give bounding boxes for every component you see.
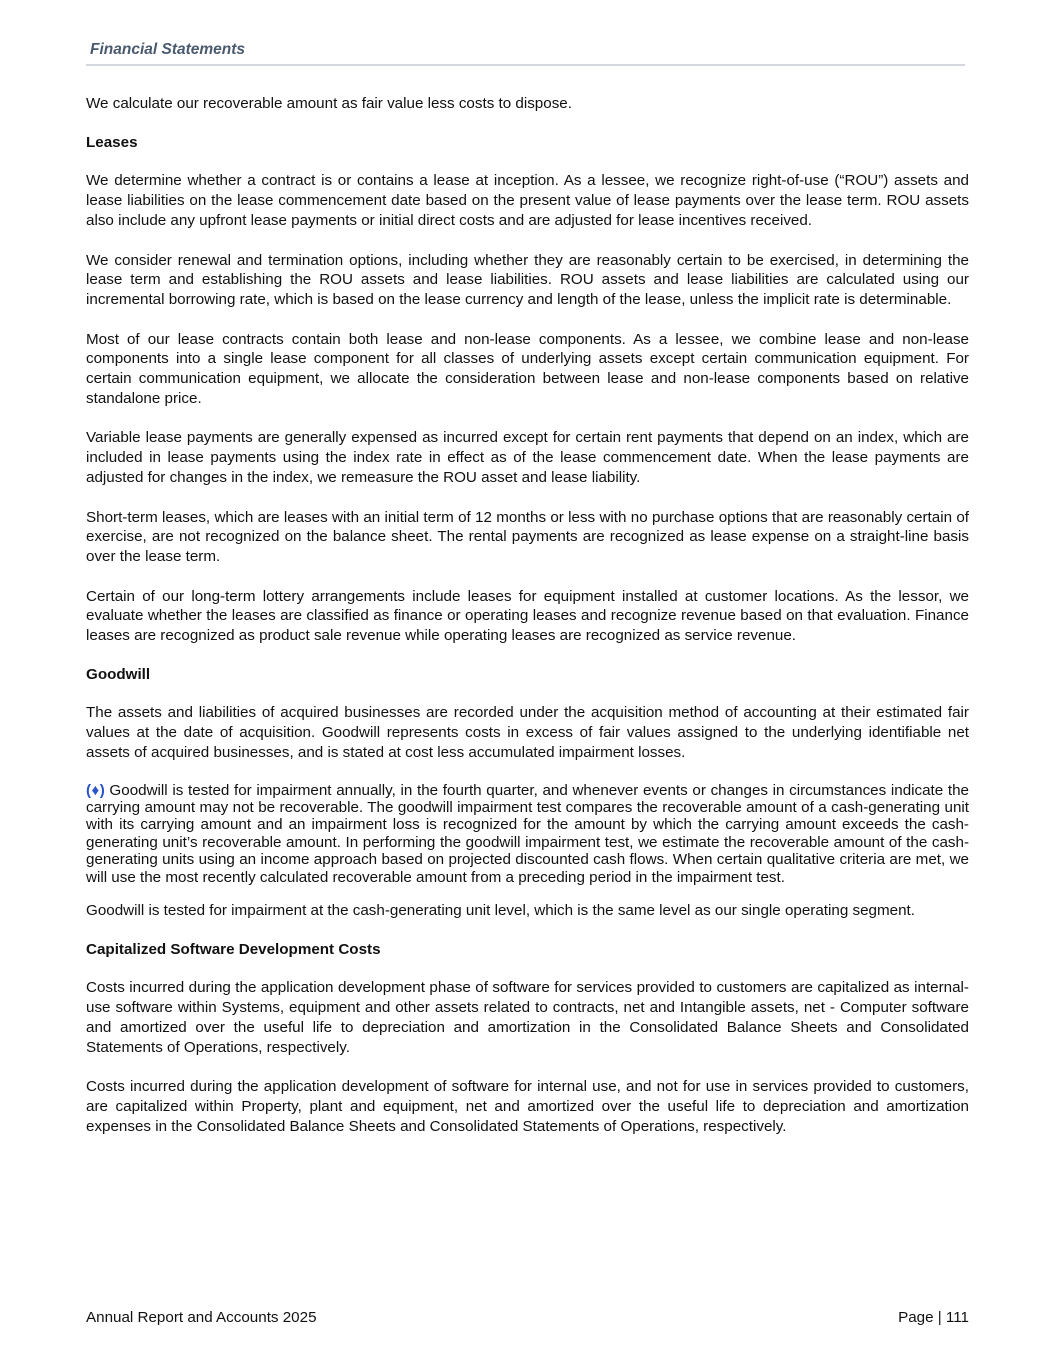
leases-heading: Leases [86, 133, 138, 151]
goodwill-paragraph-2-text: Goodwill is tested for impairment annually, in the fourth quarter, and whenever events or changes in circumstances indicate the carrying amount may not be recoverable. The goodwill impairment test compares the recoverable amount of a cash-generating unit with its carrying amount and an impairment loss is recognized for the amount by which the carrying amount exceeds the cash-generating unit’s recoverable amount. In performing the goodwill impairment test, we estimate the recoverable amount of the cash-generating units using an income approach based on projected discounted cash flows. When certain qualitative criteria are met, we will use the most recently calculated recoverable amount from a preceding period in the impairment test. [86, 781, 969, 886]
footer-page-number: Page | 111 [898, 1309, 969, 1326]
document-body [86, 94, 969, 1136]
goodwill-paragraph-3: Goodwill is tested for impairment at the cash-generating unit level, which is the same level as our single operating segment. [86, 902, 915, 920]
leases-paragraph-6: Certain of our long-term lottery arrangements include leases for equipment installed at customer locations. As the lessor, we evaluate whether the leases are classified as finance or operating leases and recognize revenue based on that evaluation. Finance leases are recognized as product sale revenue while operating leases are recognized as service revenue. [86, 587, 969, 645]
goodwill-paragraph-2 [86, 782, 969, 886]
goodwill-paragraph-1: The assets and liabilities of acquired businesses are recorded under the acquisition method of accounting at their estimated fair values at the date of acquisition. Goodwill represents costs in excess of fair values assigned to the underlying identifiable net assets of acquired businesses, and is stated at cost less accumulated impairment losses. [86, 704, 969, 761]
leases-paragraph-3: Most of our lease contracts contain both lease and non-lease components. As a lessee, we combine lease and non-lease components into a single lease component for all classes of underlying assets except certain communication equipment. For certain communication equipment, we allocate the consideration between lease and non-lease components based on relative standalone price. [86, 330, 969, 407]
page-header [86, 40, 965, 66]
software-paragraph-2: Costs incurred during the application development of software for internal use, and not for use in services provided to customers, are capitalized within Property, plant and equipment, net and amortized over the useful life to depreciation and amortization expenses in the Consolidated Balance Sheets and Consolidated Statements of Operations, respectively. [86, 1078, 969, 1135]
header-title: Financial Statements [90, 41, 246, 58]
leases-paragraph-1: We determine whether a contract is or contains a lease at inception. As a lessee, we recognize right-of-use (“ROU”) assets and lease liabilities on the lease commencement date based on the present value of lease payments over the lease term. ROU assets also include any upfront lease payments or initial direct costs and are adjusted for lease incentives received. [86, 172, 969, 229]
leases-paragraph-2: We consider renewal and termination options, including whether they are reasonably certain to be exercised, in determining the lease term and establishing the ROU assets and lease liabilities. ROU assets and lease liabilities are calculated using our incremental borrowing rate, which is based on the lease currency and length of the lease, unless the implicit rate is determinable. [86, 251, 969, 308]
leases-paragraph-4: Variable lease payments are generally expensed as incurred except for certain rent payments that depend on an index, which are included in lease payments using the index rate in effect as of the lease commencement date. When the lease payments are adjusted for changes in the index, we remeasure the ROU asset and lease liability. [86, 429, 969, 486]
goodwill-heading: Goodwill [86, 665, 151, 683]
critical-estimate-marker: (♦) [86, 781, 105, 799]
software-heading: Capitalized Software Development Costs [86, 940, 381, 958]
footer-report-title: Annual Report and Accounts 2025 [86, 1309, 317, 1326]
leases-paragraph-5: Short-term leases, which are leases with an initial term of 12 months or less with no purchase options that are reasonably certain of exercise, are not recognized on the balance sheet. The rental payments are recognized as lease expense on a straight-line basis over the lease term. [86, 508, 969, 565]
intro-paragraph: We calculate our recoverable amount as fair value less costs to dispose. [86, 95, 572, 112]
software-paragraph-1: Costs incurred during the application development phase of software for services provided to customers are capitalized as internal-use software within Systems, equipment and other assets related to contracts, net and Intangible assets, net - Computer software and amortized over the useful life to depreciation and amortization in the Consolidated Balance Sheets and Consolidated Statements of Operations, respectively. [86, 979, 969, 1056]
